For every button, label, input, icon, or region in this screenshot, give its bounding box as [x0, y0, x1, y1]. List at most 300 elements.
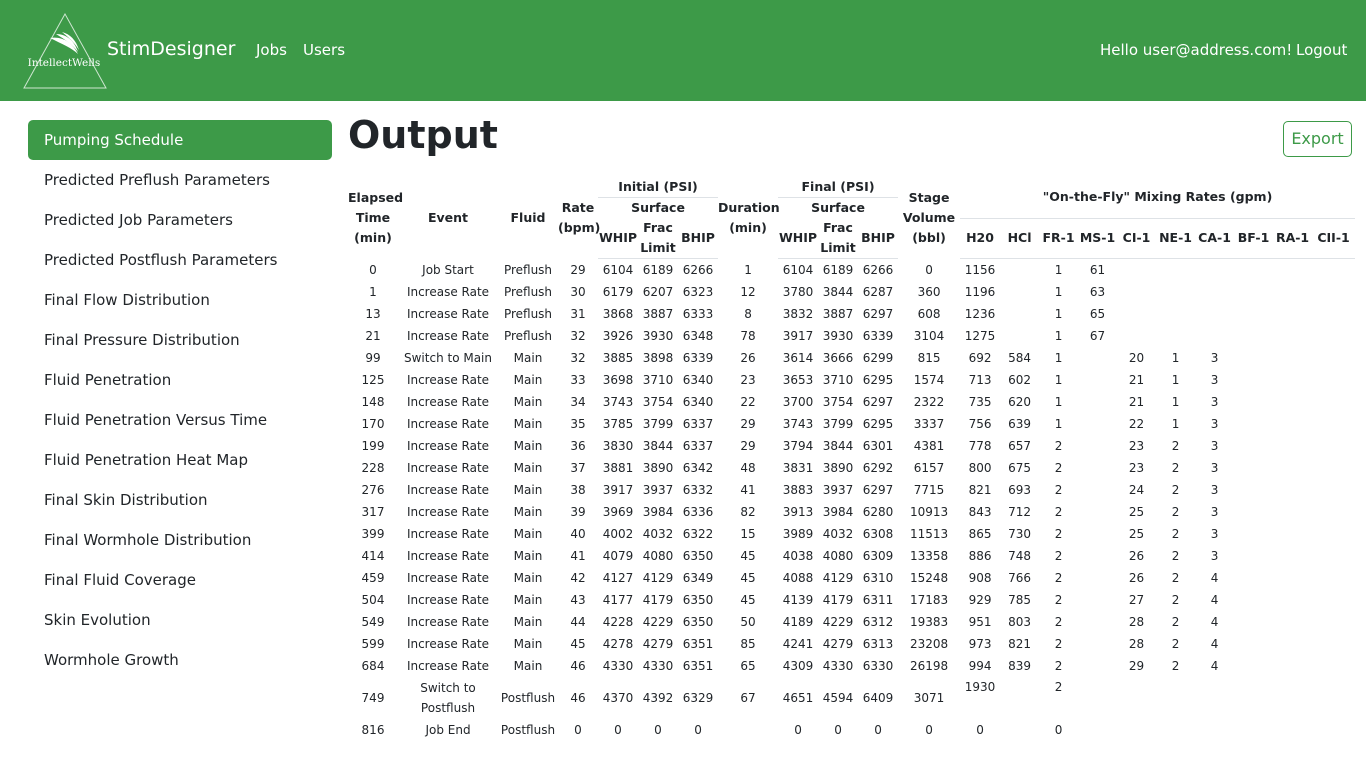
table-cell [1234, 479, 1273, 501]
table-row [348, 523, 1355, 545]
table-cell: 713 [968, 373, 992, 387]
nav-users[interactable]: Users [303, 41, 346, 59]
table-cell [1195, 719, 1234, 741]
table-cell [1273, 655, 1312, 677]
table-row [348, 457, 1355, 479]
header-mix-ra1: RA-1 [1273, 218, 1312, 259]
table-cell: Increase Rate [406, 527, 490, 541]
table-cell: 1 [1054, 263, 1063, 277]
header-initial-bhip: BHIP [678, 218, 718, 259]
table-cell: 2 [1054, 439, 1063, 453]
table-cell: 33 [570, 373, 586, 387]
table-row [348, 677, 1355, 719]
sidebar-item-fluid-penetration-heat-map[interactable]: Fluid Penetration Heat Map [44, 451, 248, 469]
table-cell [718, 719, 778, 741]
table-cell: 3743 [782, 417, 814, 431]
table-cell [1312, 281, 1355, 303]
table-cell: 125 [361, 373, 385, 387]
table-cell: 3844 [822, 439, 854, 453]
table-cell [1234, 413, 1273, 435]
table-cell: 13 [365, 307, 381, 321]
table-cell: 1 [1054, 329, 1063, 343]
table-cell: Increase Rate [406, 417, 490, 431]
sidebar-item-pumping-schedule[interactable]: Pumping Schedule [28, 120, 332, 160]
table-cell: 602 [1008, 373, 1031, 387]
header-fluid: Fluid [510, 209, 546, 225]
table-cell: 4129 [642, 571, 674, 585]
table-cell [1000, 281, 1039, 303]
table-cell: 3883 [782, 483, 814, 497]
table-cell: Preflush [503, 285, 553, 299]
table-cell: 3 [1210, 395, 1219, 409]
table-cell: 766 [1008, 571, 1031, 585]
table-cell: 3885 [602, 351, 634, 365]
table-cell [1312, 589, 1355, 611]
logout-link[interactable]: Logout [1296, 41, 1348, 59]
table-cell: 38 [570, 483, 586, 497]
table-cell [1234, 501, 1273, 523]
table-cell: Main [513, 571, 543, 585]
table-cell: 4279 [822, 637, 854, 651]
table-cell: 32 [570, 351, 586, 365]
table-cell: 973 [968, 637, 992, 651]
header-mix-bf1: BF-1 [1234, 218, 1273, 259]
table-cell: 0 [874, 723, 882, 737]
table-cell [1156, 677, 1195, 719]
table-cell: 4 [1210, 637, 1219, 651]
header-mix-ci1: CI-1 [1117, 218, 1156, 259]
table-cell [1117, 719, 1156, 741]
table-cell [1234, 655, 1273, 677]
table-cell: 317 [361, 505, 385, 519]
table-cell: 6309 [862, 549, 894, 563]
header-initial-whip: WHIP [598, 218, 638, 259]
table-cell: 3 [1210, 483, 1219, 497]
table-cell: 6310 [862, 571, 894, 585]
table-cell: Increase Rate [406, 549, 490, 563]
table-cell: 26 [1128, 571, 1145, 585]
table-row [348, 567, 1355, 589]
table-cell: Main [513, 659, 543, 673]
table-cell: 3831 [782, 461, 814, 475]
table-cell: 4 [1210, 593, 1219, 607]
table-cell: 749 [361, 691, 385, 705]
table-cell: 4392 [642, 691, 674, 705]
table-cell: 28 [1128, 637, 1145, 651]
table-cell: 3614 [782, 351, 814, 365]
table-cell: 0 [976, 723, 984, 737]
table-cell: Increase Rate [406, 307, 490, 321]
table-cell: 2 [1054, 680, 1063, 694]
table-cell [1312, 325, 1355, 347]
table-cell: Main [513, 351, 543, 365]
table-cell: 4278 [602, 637, 634, 651]
table-cell: Postflush [500, 723, 556, 737]
table-cell: 23 [1128, 439, 1145, 453]
table-cell: 6295 [862, 417, 894, 431]
table-row [348, 391, 1355, 413]
table-cell: 821 [1008, 637, 1031, 651]
table-cell: 908 [968, 571, 992, 585]
table-cell: 1 [1054, 395, 1063, 409]
table-cell: 15248 [909, 571, 949, 585]
table-cell: Increase Rate [406, 637, 490, 651]
table-cell: 4 [1210, 615, 1219, 629]
table-cell [1078, 589, 1117, 611]
table-cell: 6409 [862, 691, 894, 705]
table-row [348, 413, 1355, 435]
table-cell: 276 [361, 483, 385, 497]
table-cell: 67 [740, 691, 756, 705]
pumping-schedule-table [348, 177, 1354, 741]
table-cell: 199 [361, 439, 385, 453]
table-cell: 675 [1008, 461, 1031, 475]
table-cell: 6189 [642, 263, 674, 277]
table-cell: 26198 [909, 659, 949, 673]
logo-text: IntellectWells [27, 57, 101, 69]
sidebar-item-predicted-preflush-parameters[interactable]: Predicted Preflush Parameters [44, 171, 270, 189]
table-cell: 43 [570, 593, 586, 607]
table-cell: Main [513, 417, 543, 431]
table-cell: 3868 [602, 307, 634, 321]
table-cell: 22 [740, 395, 756, 409]
table-cell: 46 [570, 659, 586, 673]
table-cell: Preflush [503, 307, 553, 321]
table-cell: 41 [570, 549, 586, 563]
table-cell: 3 [1210, 373, 1219, 387]
table-cell: Increase Rate [406, 571, 490, 585]
table-cell [1312, 677, 1355, 719]
table-cell: Switch to Postflush [420, 681, 476, 715]
table-cell: 1196 [964, 285, 996, 299]
table-cell: 6311 [862, 593, 894, 607]
table-cell: 693 [1008, 483, 1031, 497]
table-cell: 839 [1008, 659, 1031, 673]
table-cell [1234, 391, 1273, 413]
table-cell: Increase Rate [406, 505, 490, 519]
table-cell: 2 [1054, 637, 1063, 651]
table-cell: 815 [917, 351, 941, 365]
sidebar-item-fluid-penetration[interactable]: Fluid Penetration [44, 371, 172, 389]
table-cell [1078, 719, 1117, 741]
table-row [348, 259, 1355, 282]
table-cell: 10913 [909, 505, 949, 519]
table-cell: 3930 [822, 329, 854, 343]
table-cell: 1 [1171, 373, 1180, 387]
table-cell: 2 [1171, 505, 1180, 519]
table-cell: 2 [1054, 527, 1063, 541]
table-cell [1273, 325, 1312, 347]
table-cell: Main [513, 461, 543, 475]
table-cell: 4241 [782, 637, 814, 651]
table-cell: 26 [740, 351, 756, 365]
table-cell: 3937 [642, 483, 674, 497]
table-body [348, 259, 1355, 742]
table-cell: 3799 [642, 417, 674, 431]
table-cell [1078, 347, 1117, 369]
table-cell: 2 [1054, 549, 1063, 563]
table-cell: 6330 [862, 659, 894, 673]
table-cell: 0 [925, 262, 933, 277]
table-cell: 3984 [642, 505, 674, 519]
table-cell: 3 [1210, 439, 1219, 453]
table-cell [1273, 347, 1312, 369]
table-cell [1156, 325, 1195, 347]
table-cell: 3937 [822, 483, 854, 497]
table-cell: 6301 [862, 439, 894, 453]
table-cell: 6351 [682, 637, 714, 651]
table-cell: 24 [1128, 483, 1145, 497]
table-cell [1312, 347, 1355, 369]
table-cell: 599 [361, 637, 385, 651]
table-row [348, 545, 1355, 567]
table-cell: 0 [834, 723, 842, 737]
table-cell: 756 [968, 417, 992, 431]
table-cell [1078, 479, 1117, 501]
table-cell: 3666 [822, 351, 854, 365]
table-cell: 228 [361, 461, 385, 475]
sidebar-item-final-pressure-distribution[interactable]: Final Pressure Distribution [44, 331, 240, 349]
table-cell [1078, 391, 1117, 413]
table-cell: 821 [968, 483, 992, 497]
table-cell: 6266 [862, 263, 894, 277]
table-cell [1195, 303, 1234, 325]
table-cell: 21 [1128, 373, 1145, 387]
table-cell [1078, 413, 1117, 435]
table-cell: 1 [369, 285, 377, 299]
table-row [348, 501, 1355, 523]
table-cell: 29 [740, 417, 756, 431]
table-cell: 4129 [822, 571, 854, 585]
table-cell: Increase Rate [406, 593, 490, 607]
header-mix-fr1: FR-1 [1039, 218, 1078, 259]
table-cell: 414 [361, 549, 385, 563]
header-mix-ms1: MS-1 [1078, 218, 1117, 259]
table-cell [1273, 281, 1312, 303]
table-row [348, 435, 1355, 457]
table-cell: 2 [1171, 571, 1180, 585]
table-cell: 730 [1008, 527, 1031, 541]
table-cell: 63 [1089, 285, 1106, 299]
table-cell: 3 [1210, 505, 1219, 519]
table-cell [1078, 633, 1117, 655]
table-cell: 4370 [602, 691, 634, 705]
table-cell [1117, 677, 1156, 719]
table-cell: 23208 [909, 637, 949, 651]
table-cell: 785 [1008, 593, 1031, 607]
table-cell: 657 [1008, 439, 1031, 453]
table-cell: 41 [740, 483, 756, 497]
table-cell: 12 [740, 285, 756, 299]
table-cell [1312, 413, 1355, 435]
table-cell: 800 [968, 461, 992, 475]
table-cell: 6329 [682, 691, 714, 705]
table-cell: 3969 [602, 505, 634, 519]
table-cell: 148 [361, 395, 385, 409]
table-row [348, 479, 1355, 501]
table-cell: 6295 [862, 373, 894, 387]
table-cell [1117, 259, 1156, 282]
header-initial-frac-limit: Frac Limit [638, 218, 678, 259]
table-cell: 4179 [822, 593, 854, 607]
table-cell: 1 [1054, 285, 1063, 299]
sidebar-item-final-skin-distribution[interactable]: Final Skin Distribution [44, 491, 208, 509]
table-cell: 4079 [602, 549, 634, 563]
table-cell: 639 [1008, 417, 1031, 431]
table-cell [1273, 435, 1312, 457]
table-cell: 3743 [602, 395, 634, 409]
sidebar-item-predicted-postflush-parameters[interactable]: Predicted Postflush Parameters [44, 251, 278, 269]
header-initial-psi: Initial (PSI) [598, 177, 718, 198]
table-cell [1234, 347, 1273, 369]
table-cell [1156, 281, 1195, 303]
table-cell: 6349 [682, 571, 714, 585]
table-cell: 11513 [909, 527, 949, 541]
table-cell: 1236 [964, 307, 996, 321]
table-cell: 1 [1171, 395, 1180, 409]
table-cell [1234, 545, 1273, 567]
table-cell: 3887 [822, 307, 854, 321]
table-row [348, 347, 1355, 369]
table-cell: 34 [570, 395, 586, 409]
table-cell: 3887 [642, 307, 674, 321]
sidebar-item-final-flow-distribution[interactable]: Final Flow Distribution [44, 291, 210, 309]
table-cell: 360 [917, 285, 941, 299]
table-cell: 3917 [782, 329, 814, 343]
table-cell: 3698 [602, 373, 634, 387]
table-cell: 6287 [862, 285, 894, 299]
table-cell: 3337 [913, 417, 945, 431]
table-cell: 0 [1054, 723, 1063, 737]
table-cell: 2 [1171, 549, 1180, 563]
table-cell [1234, 523, 1273, 545]
table-cell [1156, 259, 1195, 282]
table-cell [1156, 719, 1195, 741]
table-cell: 13358 [909, 549, 949, 563]
header-mix-hcl: HCl [1000, 218, 1039, 259]
table-cell [1273, 567, 1312, 589]
table-cell: Job Start [422, 262, 474, 277]
table-cell: 6323 [682, 285, 714, 299]
table-cell [1078, 677, 1117, 719]
intellectwells-logo[interactable] [22, 12, 108, 90]
table-cell: 3844 [822, 285, 854, 299]
table-cell: 3710 [822, 373, 854, 387]
header-mixing-rates: "On-the-Fly" Mixing Rates (gpm) [960, 177, 1355, 218]
table-cell [1234, 325, 1273, 347]
table-cell: Main [513, 373, 543, 387]
table-cell: 4330 [822, 659, 854, 673]
table-cell: 3913 [782, 505, 814, 519]
table-cell: Increase Rate [406, 329, 490, 343]
table-cell: Increase Rate [406, 615, 490, 629]
table-cell: Main [513, 439, 543, 453]
table-cell [1312, 655, 1355, 677]
table-cell: 37 [570, 461, 586, 475]
table-cell: 67 [1089, 329, 1106, 343]
table-cell: 28 [1128, 615, 1145, 629]
table-cell: 4032 [642, 527, 674, 541]
table-cell: 23 [740, 373, 756, 387]
table-cell: Job End [425, 723, 471, 737]
nav-jobs[interactable]: Jobs [256, 41, 287, 59]
table-cell: 4002 [602, 527, 634, 541]
table-cell: 2 [1171, 593, 1180, 607]
table-cell: 3799 [822, 417, 854, 431]
table-cell [1273, 479, 1312, 501]
table-cell: 2 [1054, 505, 1063, 519]
table-cell [1273, 303, 1312, 325]
table-cell [1312, 501, 1355, 523]
table-cell: 3844 [642, 439, 674, 453]
table-cell: 6189 [822, 263, 854, 277]
table-cell: 3917 [602, 483, 634, 497]
table-cell: 3754 [822, 395, 854, 409]
header-final-whip: WHIP [778, 218, 818, 259]
table-cell: 3890 [822, 461, 854, 475]
sidebar-item-predicted-job-parameters[interactable]: Predicted Job Parameters [44, 211, 233, 229]
table-cell: 6322 [682, 527, 714, 541]
table-cell: Main [513, 527, 543, 541]
table-cell: 6336 [682, 505, 714, 519]
table-cell: 692 [968, 351, 992, 365]
table-cell: 4189 [782, 615, 814, 629]
table-cell: 1 [1054, 373, 1063, 387]
table-cell: 504 [361, 593, 385, 607]
table-cell: 65 [740, 659, 756, 673]
table-cell: 78 [740, 329, 756, 343]
table-cell [1273, 545, 1312, 567]
sidebar-item-fluid-penetration-versus-time[interactable]: Fluid Penetration Versus Time [44, 411, 268, 429]
brand-name[interactable]: StimDesigner [107, 38, 236, 60]
table-cell: 0 [694, 723, 702, 737]
table-cell: 20 [1128, 351, 1145, 365]
table-cell: 39 [570, 505, 586, 519]
table-cell: 6207 [642, 285, 674, 299]
table-cell: 31 [570, 307, 586, 321]
table-cell: 4229 [642, 615, 674, 629]
table-cell: 0 [369, 262, 377, 277]
table-cell: 50 [740, 615, 756, 629]
table-cell: 6104 [782, 263, 814, 277]
table-cell [1312, 391, 1355, 413]
table-cell: 620 [1008, 395, 1031, 409]
sidebar-item-wormhole-growth[interactable]: Wormhole Growth [44, 651, 179, 669]
table-cell [1273, 413, 1312, 435]
table-cell: 29 [570, 262, 586, 277]
table-cell [1234, 259, 1273, 282]
table-cell: 0 [614, 723, 622, 737]
table-cell: 4038 [782, 549, 814, 563]
table-cell: 4032 [822, 527, 854, 541]
sidebar-item-final-fluid-coverage[interactable]: Final Fluid Coverage [44, 571, 196, 589]
sidebar-item-final-wormhole-distribution[interactable]: Final Wormhole Distribution [44, 531, 252, 549]
table-cell [1312, 457, 1355, 479]
table-cell: 6312 [862, 615, 894, 629]
table-cell: 803 [1008, 615, 1031, 629]
table-cell: 843 [968, 505, 992, 519]
header-elapsed-time: Elapsed Time (min) [348, 189, 404, 245]
table-row [348, 589, 1355, 611]
table-cell: 3 [1210, 417, 1219, 431]
export-button[interactable]: Export [1283, 121, 1352, 157]
table-cell [1273, 501, 1312, 523]
table-cell: 994 [968, 659, 992, 673]
table-cell: 3754 [642, 395, 674, 409]
table-cell: 3989 [782, 527, 814, 541]
sidebar-item-skin-evolution[interactable]: Skin Evolution [44, 611, 151, 629]
table-cell [1273, 677, 1312, 719]
